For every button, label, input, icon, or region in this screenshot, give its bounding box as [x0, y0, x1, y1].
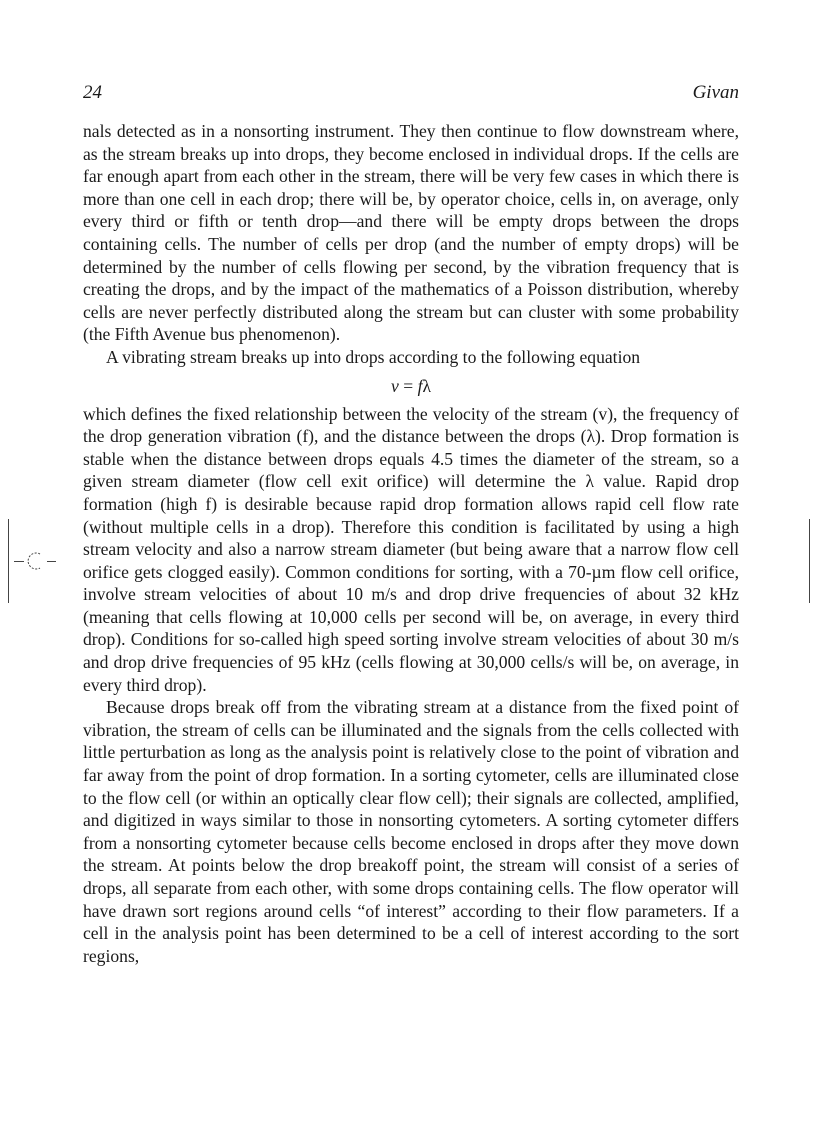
- paragraph-1: nals detected as in a nonsorting instrument. They then continue to flow downstream where, as the stream breaks up into drops, they become enclosed in individual drops. If the cells are far enough apart from each other in the stream, there will be very few cases in which there is more than one cell in each drop; there will be, by operator choice, cells in, on average, only every third or fifth or tenth drop—and there will be empty drops between the drops containing cells. The number of cells per drop (and the number of empty drops) will be determined by the number of cells flowing per second, by the vibration frequency that is creating the drops, and by the impact of the mathematics of a Poisson distribution, whereby cells are never perfectly distributed along the stream but can cluster with some probability (the Fifth Avenue bus phenomenon).: [83, 121, 739, 345]
- paragraph-4: Because drops break off from the vibrating stream at a distance from the fixed point of vibration, the stream of cells can be illuminated and the signals from the cells collected with little perturbation as long as the analysis point is relatively close to the point of vibration and far away from the point of drop formation. In a sorting cytometer, cells are illuminated close to the flow cell (or within an optically clear flow cell); their signals are collected, amplified, and digitized in ways similar to those in nonsorting cytometers. A sorting cytometer differs from a nonsorting cytometer because cells become enclosed in drops after they move down the stream. At points below the drop breakoff point, the stream will consist of a series of drops, all separate from each other, with some drops containing cells. The flow operator will have drawn sort regions around cells “of interest” according to their flow parameters. If a cell in the analysis point has been determined to be a cell of interest according to the sort regions,: [83, 697, 739, 966]
- paragraph-2: A vibrating stream breaks up into drops according to the following equation: [106, 346, 641, 367]
- equation-lambda: λ: [422, 375, 431, 396]
- body-text: [83, 120, 739, 967]
- equation: [83, 375, 739, 397]
- paragraph-3: which defines the fixed relationship between the velocity of the stream (v), the frequency of the drop generation vibration (f), and the distance between the drops (λ). Drop formation is stable when the distance between drops equals 4.5 times the diameter of the stream, so a given stream diameter (flow cell exit orifice) will determine the λ value. Rapid drop formation (high f) is desirable because rapid drop formation allows rapid cell flow rate (without multiple cells in a drop). Therefore this condition is facilitated by using a high stream velocity and also a narrow stream diameter (but being aware that a narrow flow cell orifice gets clogged easily). Common conditions for sorting, with a 70-µm flow cell orifice, involve stream velocities of about 10 m/s and drop drive frequencies of about 32 kHz (meaning that cells flowing at 10,000 cells per second will be, on average, in every third drop). Conditions for so-called high speed sorting involve stream velocities of about 30 m/s and drop drive frequencies of 95 kHz (cells flowing at 30,000 cells/s will be, on average, in every third drop).: [83, 403, 739, 695]
- page-header: [83, 82, 739, 106]
- running-head: Givan: [692, 82, 739, 103]
- registration-dash-left: [14, 561, 24, 562]
- crop-mark-left: [8, 519, 9, 603]
- registration-mark-icon: [24, 550, 46, 572]
- equation-velocity: v: [391, 375, 399, 396]
- equation-equals: =: [403, 375, 414, 396]
- registration-dash-right: [47, 561, 56, 562]
- crop-mark-right: [809, 519, 810, 603]
- equation-frequency: f: [417, 375, 423, 396]
- page-number: 24: [83, 82, 102, 103]
